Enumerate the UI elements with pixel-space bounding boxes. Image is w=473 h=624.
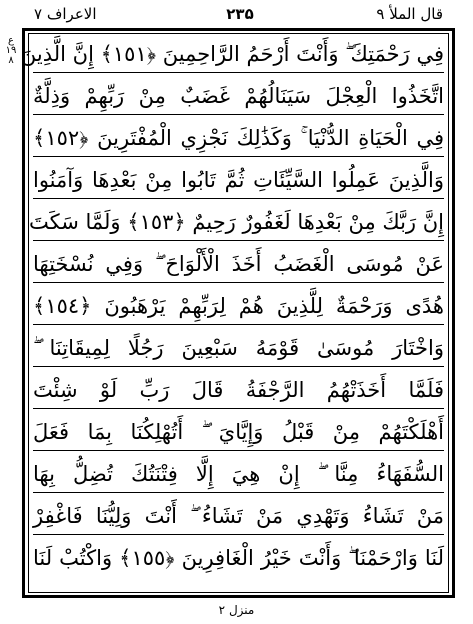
ruku-marker: ع ۱۹ ۸ (5, 35, 17, 66)
text-line: فَلَمَّا أَخَذَتْهُمُ الرَّجْفَةُ قَالَ رَبِّ لَوْ شِئْتَ (33, 372, 444, 409)
text-line: لَنَا وَارْحَمْنَا ۖ وَأَنْتَ خَيْرُ الْغَافِرِينَ ﴿١٥٥﴾ وَاكْتُبْ لَنَا (33, 546, 444, 570)
text-line: مَنْ تَشَاءُ وَتَهْدِي مَنْ تَشَاءُ ۖ أَنْتَ وَلِيُّنَا فَاغْفِرْ (33, 498, 444, 535)
page-header (0, 0, 473, 30)
text-line: وَالَّذِينَ عَمِلُوا السَّيِّئَاتِ ثُمَّ تَابُوا مِنْ بَعْدِهَا وَآمَنُوا (33, 162, 444, 199)
text-body (20, 36, 444, 590)
text-line: هُدًى وَرَحْمَةٌ لِلَّذِينَ هُمْ لِرَبِّهِمْ يَرْهَبُونَ ﴿١٥٤﴾ (33, 288, 444, 325)
text-line: وَاخْتَارَ مُوسَىٰ قَوْمَهُ سَبْعِينَ رَجُلًا لِمِيقَاتِنَا ۖ (33, 330, 444, 367)
surah-name: الاعراف ۷ (34, 5, 97, 23)
text-line: إِنَّ رَبَّكَ مِنْ بَعْدِهَا لَغَفُورٌ رَحِيمٌ ﴿١٥٣﴾ وَلَمَّا سَكَتَ (33, 204, 444, 241)
text-line: السُّفَهَاءُ مِنَّا ۖ إِنْ هِيَ إِلَّا فِتْنَتُكَ تُضِلُّ بِهَا (33, 456, 444, 493)
text-line: فِي رَحْمَتِكَ ۖ وَأَنْتَ أَرْحَمُ الرَّاحِمِينَ ﴿١٥١﴾ إِنَّ الَّذِينَ (33, 36, 444, 73)
text-line: فِي الْحَيَاةِ الدُّنْيَا ۚ وَكَذَٰلِكَ نَجْزِي الْمُفْتَرِينَ ﴿١٥٢﴾ (33, 120, 444, 157)
manzil-footer: منزل ۲ (218, 603, 255, 617)
text-line: أَهْلَكْتَهُمْ مِنْ قَبْلُ وَإِيَّايَ ۖ أَتُهْلِكُنَا بِمَا فَعَلَ (33, 414, 444, 451)
text-line: اتَّخَذُوا الْعِجْلَ سَيَنَالُهُمْ غَضَبٌ مِنْ رَبِّهِمْ وَذِلَّةٌ (33, 78, 444, 115)
page-number: ۲۳۵ (226, 5, 254, 23)
text-line: عَنْ مُوسَى الْغَضَبُ أَخَذَ الْأَلْوَاحَ ۖ وَفِي نُسْخَتِهَا (33, 246, 444, 283)
juz-name: قال الملأ ۹ (376, 5, 443, 23)
